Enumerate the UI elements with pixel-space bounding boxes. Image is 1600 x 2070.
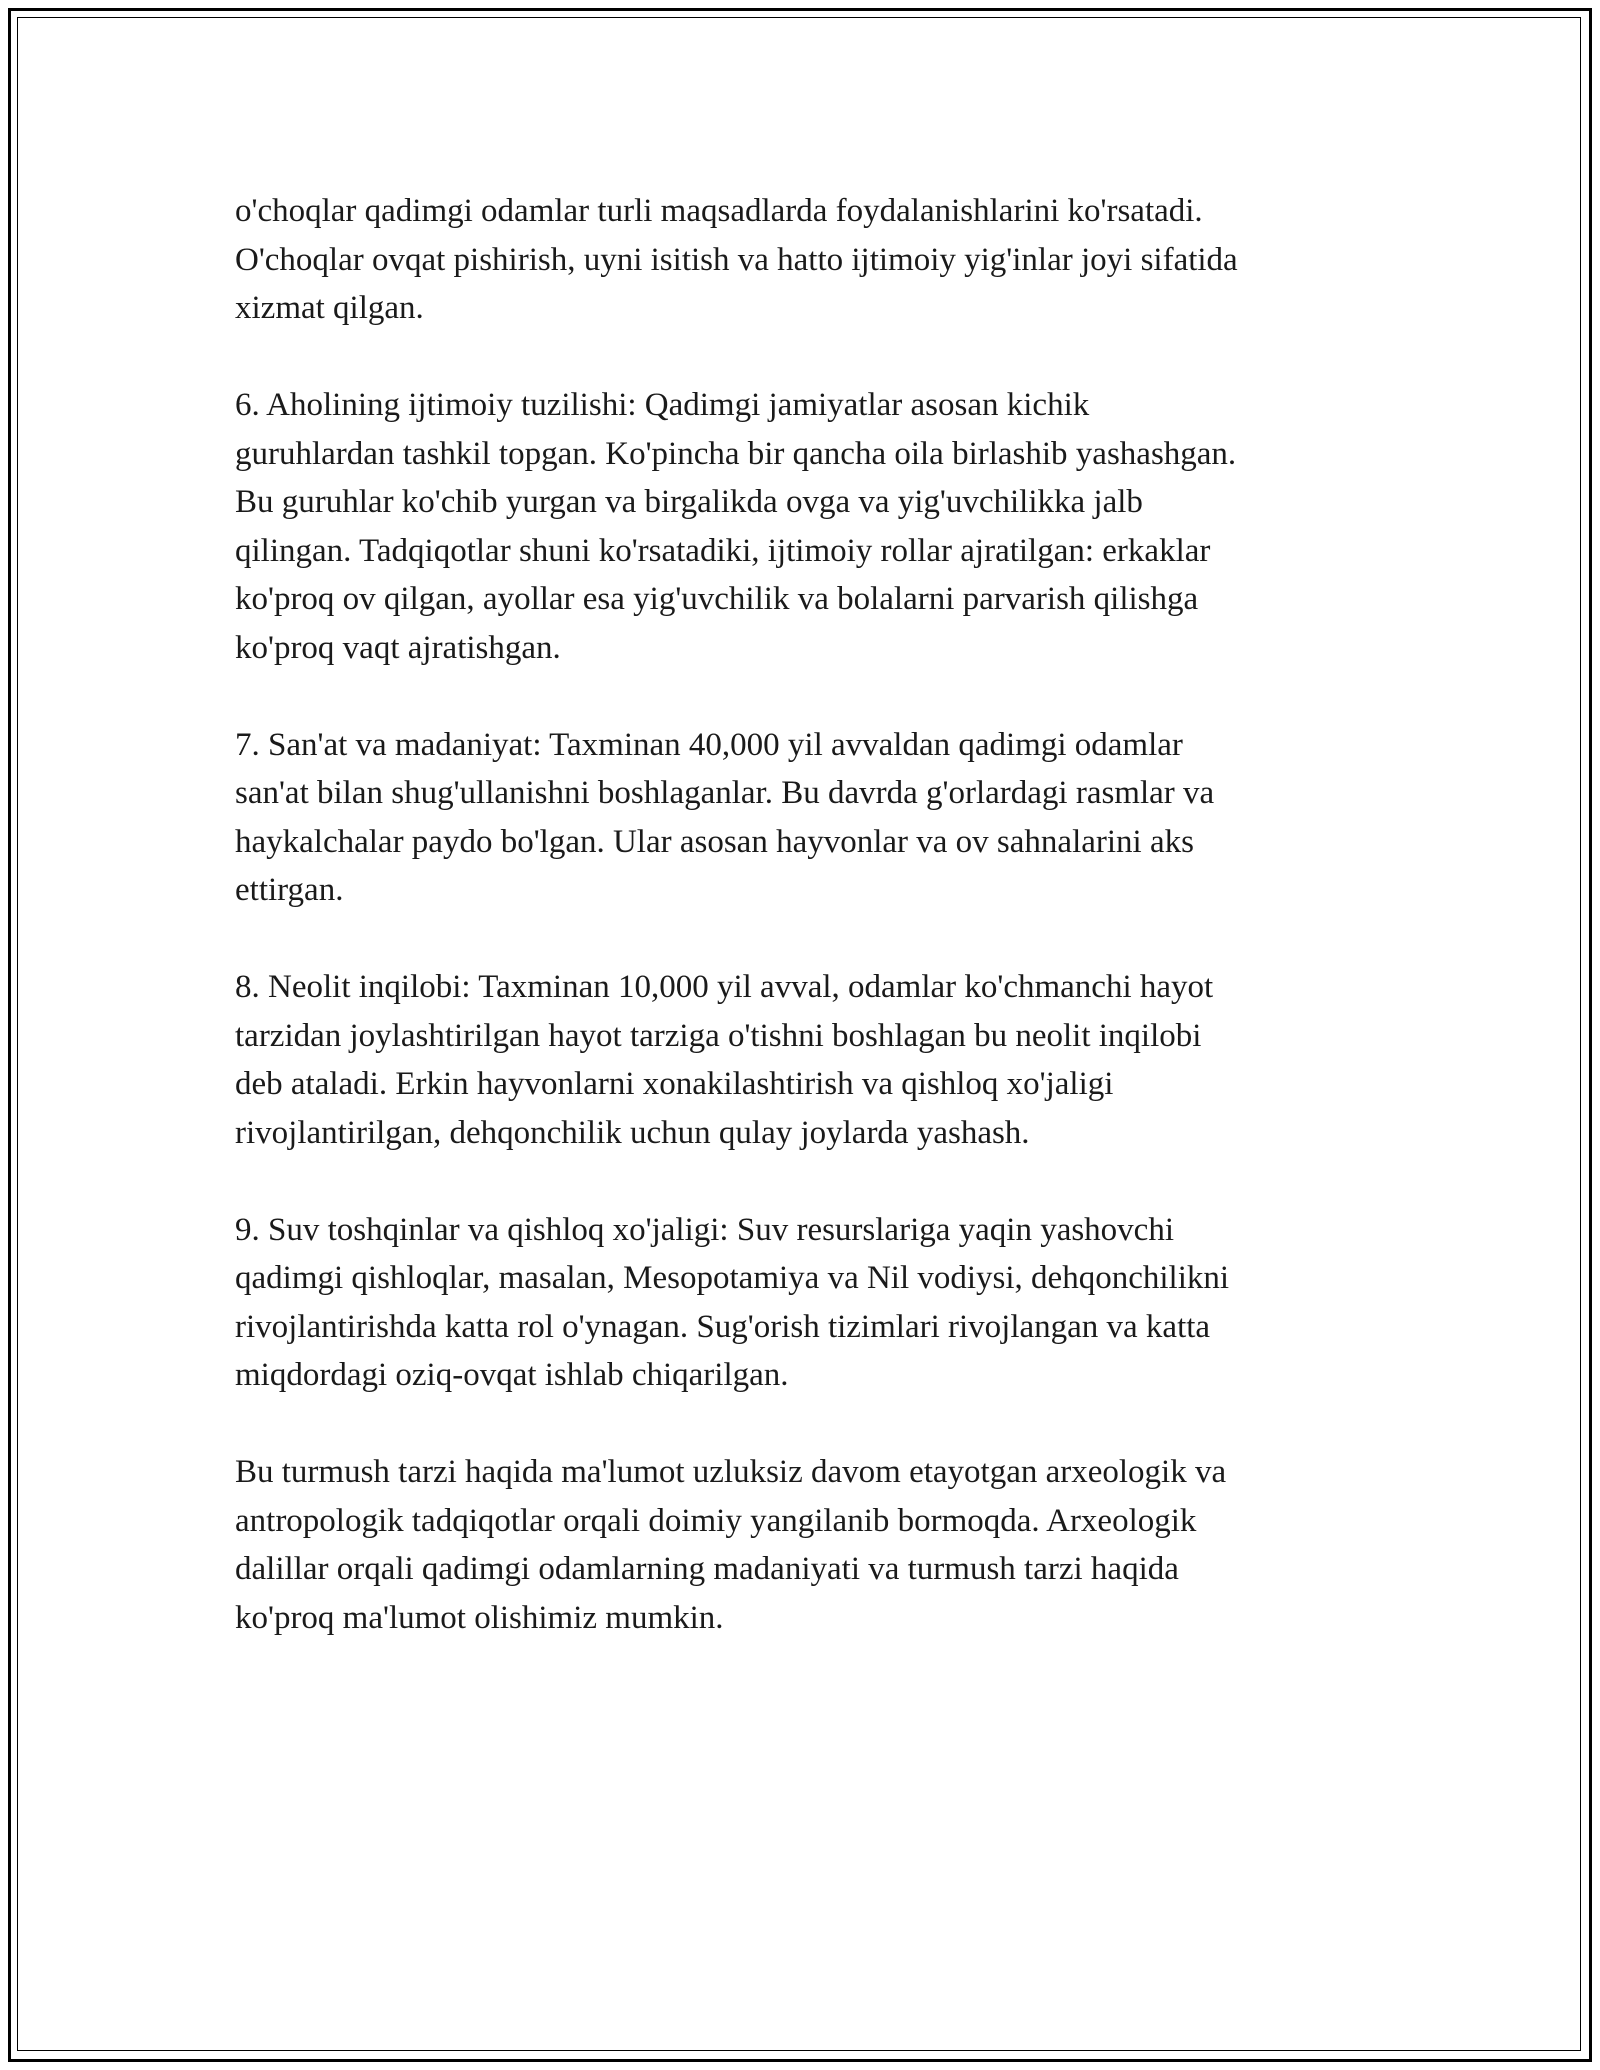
document-body [235, 187, 1365, 1691]
paragraph-art-culture: 7. San'at va madaniyat: Taxminan 40,000 yil avvaldan qadimgi odamlar san'at bilan shug'ullanishni boshlaganlar. Bu davrda g'orlardagi rasmlar va haykalchalar paydo bo'lgan. Ular asosan hayvonlar va ov sahnalarini aks ettirgan. [235, 726, 1215, 908]
paragraph-conclusion: Bu turmush tarzi haqida ma'lumot uzluksiz davom etayotgan arxeologik va antropologik tadqiqotlar orqali doimiy yangilanib bormoqda. Arxeologik dalillar orqali qadimgi odamlarning madaniyati va turmush tarzi haqida ko'proq ma'lumot olishimiz mumkin. [235, 1454, 1227, 1636]
paragraph-ochoqlar: o'choqlar qadimgi odamlar turli maqsadlarda foydalanishlarini ko'rsatadi. O'choqlar ovqat pishirish, uyni isitish va hatto ijtimoiy yig'inlar joyi sifatida xizmat qilgan. [235, 193, 1238, 326]
paragraph-floods-agriculture: 9. Suv toshqinlar va qishloq xo'jaligi: Suv resurslariga yaqin yashovchi qadimgi qishloqlar, masalan, Mesopotamiya va Nil vodiysi, dehqonchilikni rivojlantirishda katta rol o'ynagan. Sug'orish tizimlari rivojlangan va katta miqdordagi oziq-ovqat ishlab chiqarilgan. [235, 1211, 1230, 1393]
paragraph-neolithic-revolution: 8. Neolit inqilobi: Taxminan 10,000 yil avval, odamlar ko'chmanchi hayot tarzidan joylashtirilgan hayot tarziga o'tishni boshlagan bu neolit inqilobi deb ataladi. Erkin hayvonlarni xonakilashtirish va qishloq xo'jaligi rivojlantirilgan, dehqonchilik uchun qulay joylarda yashash. [235, 969, 1214, 1151]
paragraph-social-structure: 6. Aholining ijtimoiy tuzilishi: Qadimgi jamiyatlar asosan kichik guruhlardan tashkil topgan. Ko'pincha bir qancha oila birlashib yashashgan. Bu guruhlar ko'chib yurgan va birgalikda ovga va yig'uvchilikka jalb qilingan. Tadqiqotlar shuni ko'rsatadiki, ijtimoiy rollar ajratilgan: erkaklar ko'proq ov qilgan, ayollar esa yig'uvchilik va bolalarni parvarish qilishga ko'proq vaqt ajratishgan. [235, 387, 1237, 666]
